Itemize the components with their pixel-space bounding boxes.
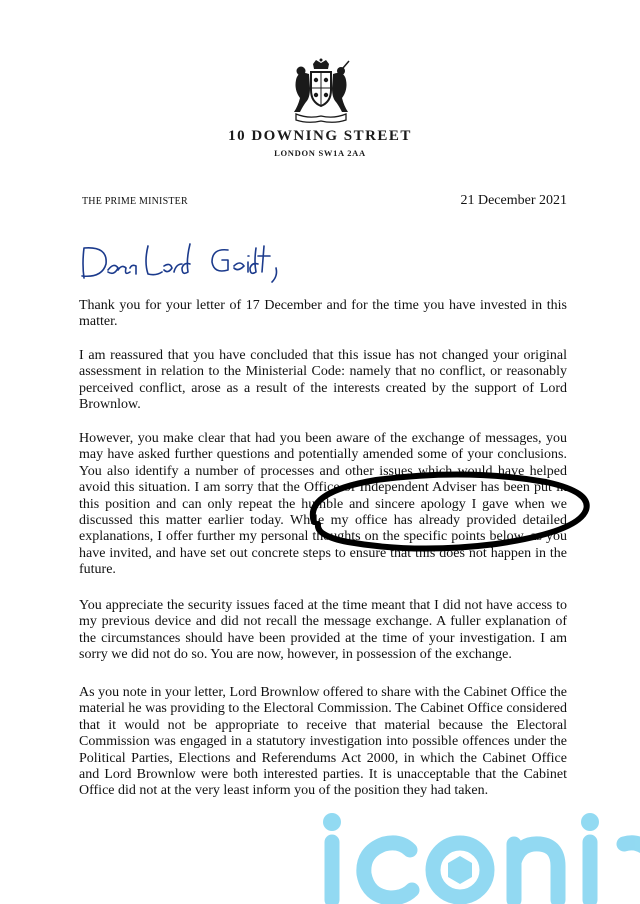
paragraph-2: I am reassured that you have concluded that this issue has not changed your original assessment in relation to the Ministerial Code: namely that no conflict, or reasonably perceived conflict, arose as a result of the interests created by the support of Lord Brownlow. [79, 348, 567, 413]
sender-title: THE PRIME MINISTER [82, 196, 188, 207]
paragraph-4: You appreciate the security issues faced at the time meant that I did not have access to my previous device and did not recall the message exchange. A fuller explanation of the circumstances should have been provided at the time of your investigation. I am sorry we did not do so. You are now, however, in possession of the exchange. [79, 598, 567, 663]
paragraph-5: As you note in your letter, Lord Brownlow offered to share with the Cabinet Office the material he was providing to the Electoral Commission. The Cabinet Office considered that it would not be appropriate to receive that material because the Electoral Commission was engaged in a statutory investigation into possible offences under the Political Parties, Elections and Referendums Act 2000, in which the Cabinet Office and Lord Brownlow were both interested parties. It is unacceptable that the Cabinet Office did not at the very least inform you of the position they had taken. [79, 685, 567, 799]
paragraph-1: Thank you for your letter of 17 December and for the time you have invested in this matter. [79, 298, 567, 330]
iconic-watermark-logo [318, 808, 640, 904]
coat-of-arms-icon [288, 58, 354, 124]
address-line-street: 10 DOWNING STREET [228, 128, 412, 144]
handwritten-salutation [78, 238, 298, 284]
paragraph-3: However, you make clear that had you been aware of the exchange of messages, you may have asked further questions and potentially amended some of your conclusions. You also identify a number of processes and other issues which would have helped avoid this situation. I am sorry that the Office of Independent Adviser has been put in this position and can only repeat the humble and sincere apology I gave when we discussed this matter earlier today. While my office has already provided detailed explanations, I offer further my personal thoughts on the specific points below, as you have invited, and have set out concrete steps to ensure that this does not happen in the future. [79, 431, 567, 578]
address-line-city: LONDON SW1A 2AA [274, 148, 366, 158]
letter-date: 21 December 2021 [460, 193, 567, 208]
